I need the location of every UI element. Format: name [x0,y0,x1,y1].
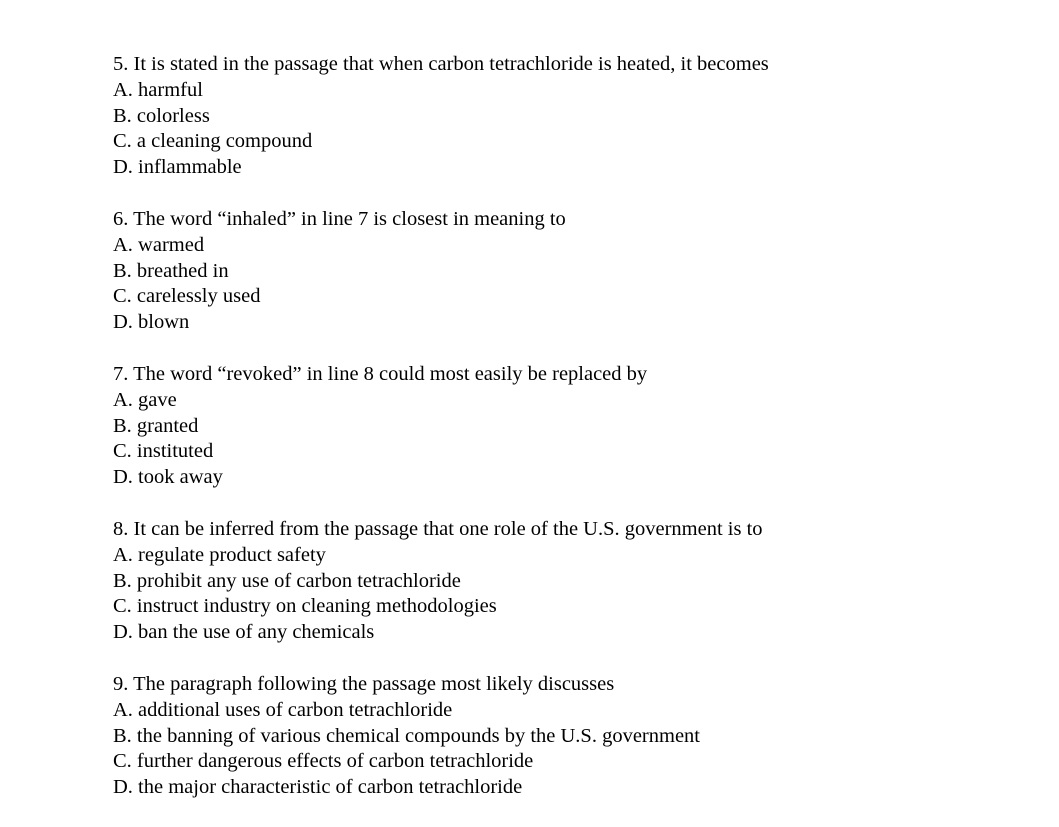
answer-option-c: C. a cleaning compound [113,130,313,153]
question-stem: 8. It can be inferred from the passage that one role of the U.S. government is to [113,517,763,540]
answer-option-a: A. regulate product safety [113,543,326,566]
answer-option-b: B. colorless [113,104,210,127]
answer-option-a: A. gave [113,388,177,411]
question-9 [113,672,1013,801]
question-7 [113,362,1013,491]
answer-option-a: A. additional uses of carbon tetrachloride [113,698,453,721]
answer-option-d: D. ban the use of any chemicals [113,621,375,644]
answer-option-b: B. granted [113,414,199,437]
answer-option-b: B. breathed in [113,259,229,282]
question-6 [113,207,1013,336]
answer-option-c: C. carelessly used [113,285,261,308]
question-stem: 5. It is stated in the passage that when carbon tetrachloride is heated, it becomes [113,53,769,75]
answer-option-d: D. blown [113,311,190,334]
answer-option-b: B. the banning of various chemical compounds by the U.S. government [113,724,700,747]
answer-option-a: A. harmful [113,78,203,101]
question-sheet [113,52,1013,827]
answer-option-b: B. prohibit any use of carbon tetrachloride [113,569,461,592]
question-5 [113,52,1013,181]
answer-option-d: D. inflammable [113,156,242,179]
question-stem: 9. The paragraph following the passage most likely discusses [113,672,615,695]
answer-option-c: C. instruct industry on cleaning methodologies [113,595,497,618]
question-8 [113,517,1013,646]
answer-option-a: A. warmed [113,233,205,256]
answer-option-d: D. took away [113,466,223,489]
answer-option-c: C. instituted [113,440,214,463]
question-stem: 6. The word “inhaled” in line 7 is closest in meaning to [113,207,566,230]
answer-option-c: C. further dangerous effects of carbon tetrachloride [113,750,534,773]
question-stem: 7. The word “revoked” in line 8 could most easily be replaced by [113,362,648,385]
answer-option-d: D. the major characteristic of carbon tetrachloride [113,776,523,799]
